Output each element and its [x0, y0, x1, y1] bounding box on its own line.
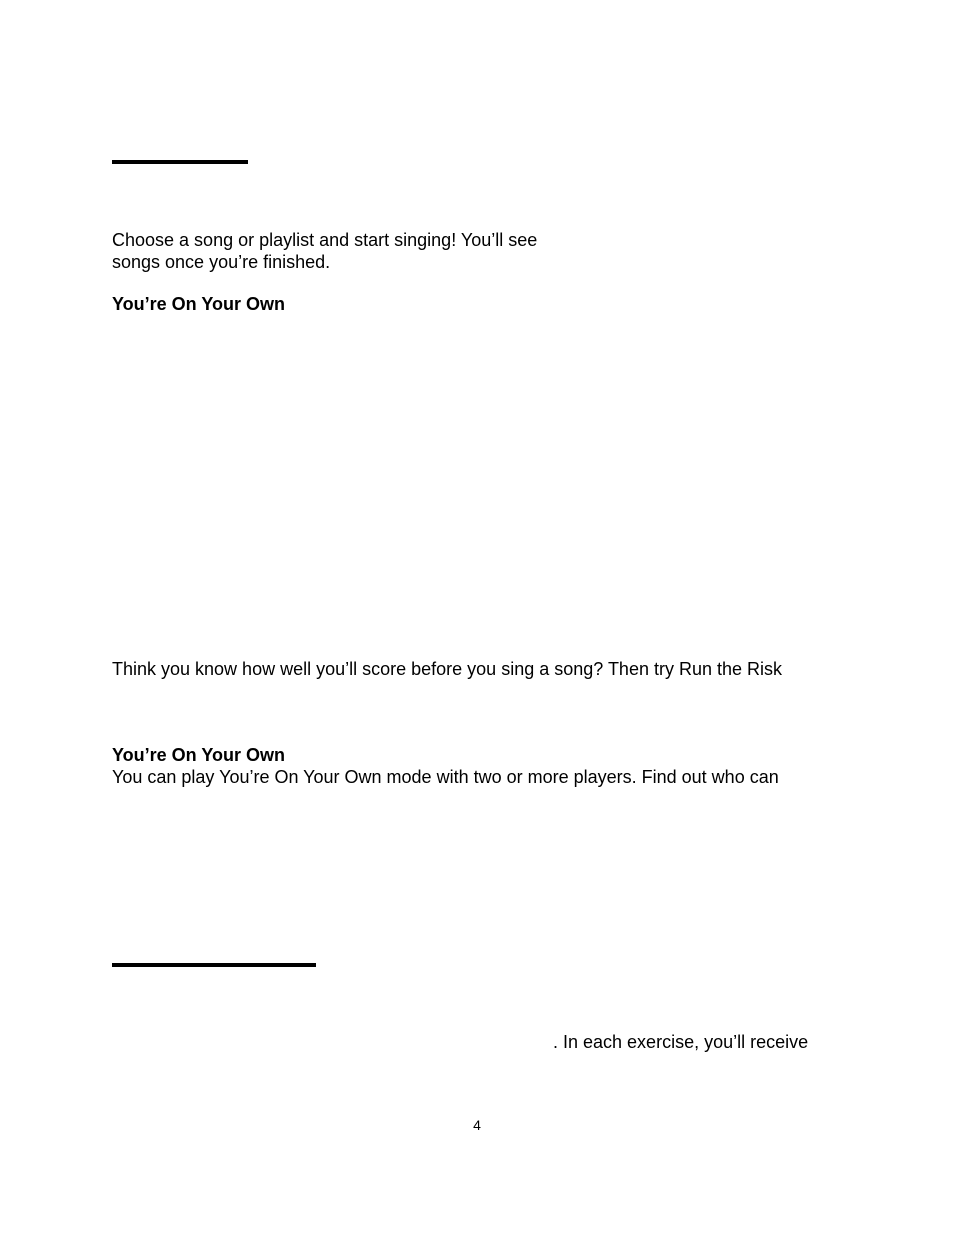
subheading-youre-on-your-own-multiplayer: You’re On Your Own: [112, 745, 286, 765]
multiplayer-paragraph: You can play You’re On Your Own mode with two or more players. Find out who can: [112, 767, 779, 787]
intro-paragraph-line-1: Choose a song or playlist and start singing! You’ll see: [112, 230, 538, 250]
section-heading-underline: [112, 160, 248, 164]
exercise-paragraph-fragment: . In each exercise, you’ll receive: [553, 1032, 809, 1052]
intro-paragraph-line-2: songs once you’re finished.: [112, 252, 331, 272]
page-number: 4: [473, 1117, 481, 1133]
intro-paragraph: [112, 229, 537, 273]
subheading-youre-on-your-own: You’re On Your Own: [112, 294, 286, 314]
section-heading-underline-2: [112, 963, 316, 967]
run-the-risk-paragraph: Think you know how well you’ll score before you sing a song? Then try Run the Risk: [112, 659, 783, 679]
